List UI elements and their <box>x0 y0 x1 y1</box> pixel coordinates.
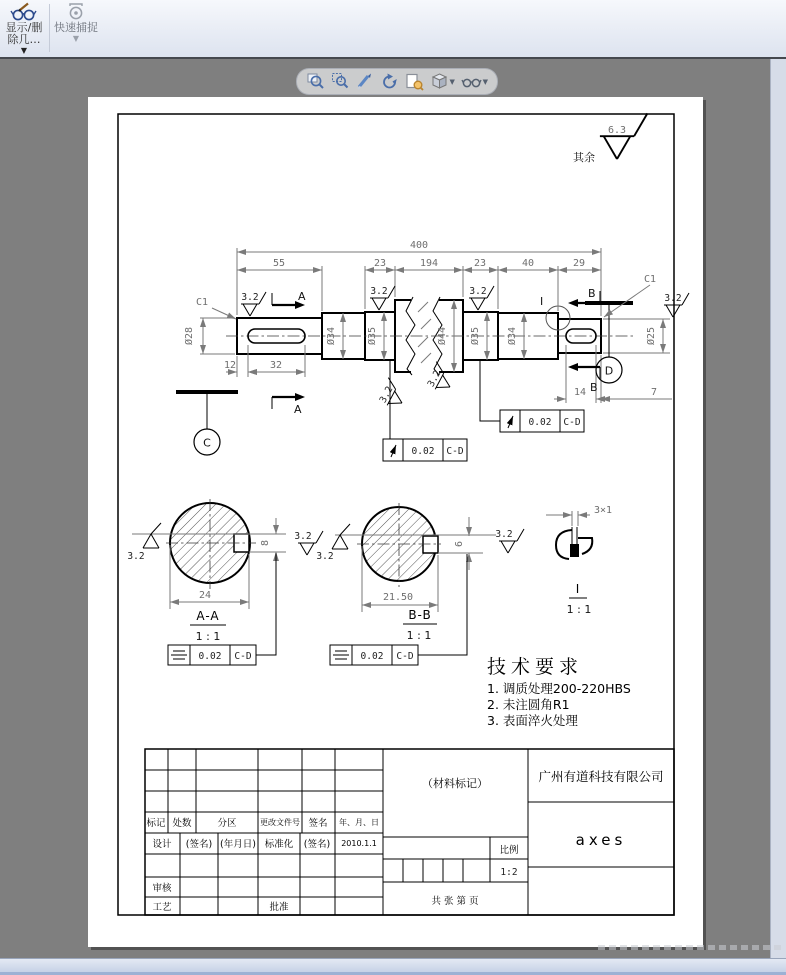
chamfer-c1-label: C1 <box>196 297 209 308</box>
ribbon-toolbar <box>0 0 786 58</box>
chamfer-c1-label: C1 <box>644 274 657 285</box>
roughness-flag <box>332 524 350 549</box>
section-scale: 1 : 1 <box>566 603 592 616</box>
dim-dia28: Ø28 <box>184 326 195 346</box>
view-settings-button[interactable] <box>461 70 488 94</box>
rotate-arrows-icon <box>380 72 399 91</box>
fcf-datums: C-D <box>396 651 414 662</box>
tb-signature: (签名) <box>185 839 213 850</box>
roughness-flag <box>143 523 161 548</box>
detail-i <box>546 505 612 616</box>
fcf-value: 0.02 <box>528 417 552 428</box>
quick-snaps-button[interactable] <box>53 1 99 55</box>
symmetry-symbol <box>171 651 187 659</box>
general-roughness-note <box>573 113 647 164</box>
display-style-caret-icon[interactable]: ▼ <box>449 77 455 86</box>
status-bar <box>0 958 786 975</box>
dim-dia35: Ø35 <box>367 326 378 346</box>
section-bb-title: B-B <box>408 608 432 622</box>
tb-signature: (签名) <box>303 839 331 850</box>
dim-21-50: 21.50 <box>382 592 414 603</box>
glasses-pencil-icon <box>10 2 38 22</box>
zoom-fit-button[interactable] <box>306 70 325 94</box>
dim-7: 7 <box>650 387 658 398</box>
dropdown-caret-icon[interactable]: ▼ <box>72 34 80 43</box>
zoom-area-icon <box>331 72 350 91</box>
svg-text:3.2: 3.2 <box>425 368 444 389</box>
tb-sheet-info: 共 张 第 页 <box>431 896 479 907</box>
rest-label: 其余 <box>573 151 595 164</box>
symmetry-symbol <box>333 651 349 659</box>
datum-c-label: C <box>203 436 211 450</box>
roughness-value: 3.2 <box>241 292 259 303</box>
heads-up-view-toolbar <box>296 68 498 95</box>
zoom-sheet-button[interactable] <box>405 70 424 94</box>
tb-design: 设计 <box>152 839 172 850</box>
pan-pen-icon <box>355 72 374 91</box>
fcf-value: 0.02 <box>198 651 222 662</box>
dim-dia35: Ø35 <box>470 326 481 346</box>
tb-approve: 批准 <box>269 902 289 913</box>
tech-title: 技术要求 <box>487 656 584 678</box>
tb-scale-label: 比例 <box>499 845 519 856</box>
dim-32: 32 <box>269 360 283 371</box>
toolbar-separator <box>49 4 50 52</box>
tb-date: 2010.1.1 <box>341 839 377 848</box>
section-a-label: A <box>298 290 306 303</box>
section-bb <box>316 503 524 665</box>
tb-scale-value: 1:2 <box>500 867 518 878</box>
tb-process: 工艺 <box>152 902 172 913</box>
display-style-button[interactable] <box>430 70 455 94</box>
dropdown-caret-icon[interactable]: ▼ <box>20 46 28 55</box>
dim-55: 55 <box>272 258 286 269</box>
roughness-value: 3.2 <box>469 286 487 297</box>
roughness-value: 3.2 <box>316 551 334 562</box>
roughness-value: 3.2 <box>127 551 145 562</box>
dim-groove: 3×1 <box>594 505 613 516</box>
sheet-magnifier-icon <box>405 72 424 91</box>
display-style-cube-icon <box>430 72 449 91</box>
tech-item: 2. 未注圆角R1 <box>487 697 570 712</box>
dim-29: 29 <box>572 258 586 269</box>
section-a-label: A <box>294 403 302 416</box>
tb-header: 年、月、日 <box>339 818 379 827</box>
dim-overall: 400 <box>409 240 429 251</box>
tb-date-format: (年月日) <box>220 839 256 850</box>
dim-14: 14 <box>573 387 587 398</box>
svg-text:3.2: 3.2 <box>377 384 396 405</box>
tech-requirements <box>487 656 631 728</box>
tb-part-name: axes <box>575 831 627 849</box>
dim-194: 194 <box>419 258 439 269</box>
zoom-area-button[interactable] <box>331 70 350 94</box>
fcf-datums: C-D <box>563 417 581 428</box>
task-pane-strip <box>770 59 786 958</box>
roughness-value: 3.2 <box>370 286 388 297</box>
dim-23: 23 <box>373 258 387 269</box>
drawing-canvas[interactable] <box>0 57 786 958</box>
datum-d-label: D <box>604 364 614 378</box>
drawing-sheet <box>88 97 703 947</box>
dim-12: 12 <box>223 360 237 371</box>
tb-header: 更改文件号 <box>260 818 300 827</box>
eyeglasses-icon <box>461 72 482 91</box>
tb-header: 签名 <box>308 818 328 829</box>
fcf-value: 0.02 <box>411 446 435 457</box>
rotated-roughness <box>377 378 410 411</box>
dim-dia25: Ø25 <box>646 326 657 346</box>
tb-header: 处数 <box>172 818 192 829</box>
section-scale: 1 : 1 <box>195 630 221 643</box>
detail-circle-label: I <box>540 295 544 308</box>
dim-8: 8 <box>260 539 271 547</box>
roughness-value: 3.2 <box>664 293 682 304</box>
title-block <box>145 749 674 915</box>
rotate-view-button[interactable] <box>380 70 399 94</box>
tech-item: 3. 表面淬火处理 <box>487 713 578 728</box>
section-b-label: B <box>588 287 596 300</box>
fcf-value: 0.02 <box>360 651 384 662</box>
zoom-fit-icon <box>306 72 325 91</box>
display-delete-relations-button[interactable] <box>1 1 47 55</box>
drawing-paper <box>88 97 703 947</box>
roughness-value: 3.2 <box>294 531 312 542</box>
dim-dia34: Ø34 <box>507 326 518 346</box>
tb-company: 广州有道科技有限公司 <box>538 769 664 784</box>
button-label: 显示/删除几… <box>5 21 43 46</box>
tb-material: （材料标记） <box>422 777 488 790</box>
tb-header: 分区 <box>217 818 237 829</box>
section-scale: 1 : 1 <box>406 629 432 642</box>
tb-standardize: 标准化 <box>264 839 294 850</box>
fcf-datums: C-D <box>446 446 464 457</box>
view-settings-caret-icon[interactable]: ▼ <box>482 77 489 86</box>
fcf-runout-2 <box>480 360 587 432</box>
shaft-front-view <box>223 295 633 375</box>
dim-40: 40 <box>521 258 535 269</box>
datum-c <box>176 390 238 455</box>
dim-dia44: Ø44 <box>437 326 448 346</box>
pan-button[interactable] <box>355 70 374 94</box>
fcf-datums: C-D <box>234 651 252 662</box>
roughness-value: 3.2 <box>495 529 513 540</box>
snap-target-icon <box>66 2 86 22</box>
button-label: 快速捕捉 <box>54 21 98 34</box>
tb-header: 标记 <box>146 818 166 829</box>
watermark <box>598 945 784 950</box>
tech-item: 1. 调质处理200-220HBS <box>487 681 631 696</box>
dim-6: 6 <box>454 540 465 548</box>
section-b-label: B <box>590 381 598 394</box>
dim-23: 23 <box>473 258 487 269</box>
dim-dia34: Ø34 <box>326 326 337 346</box>
section-aa <box>127 499 323 665</box>
rest-roughness-value: 6.3 <box>607 125 627 136</box>
fcf-runout-1 <box>383 360 467 461</box>
section-aa-title: A-A <box>196 609 220 623</box>
tb-review: 审核 <box>152 883 172 894</box>
detail-i-title: I <box>575 582 581 596</box>
dim-24: 24 <box>198 590 212 601</box>
